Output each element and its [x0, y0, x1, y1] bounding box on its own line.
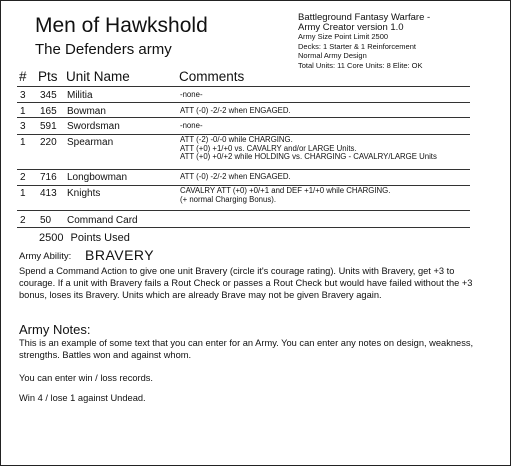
army-ability-name: BRAVERY [85, 247, 155, 263]
unit-comment-line: CAVALRY ATT (+0) +0/+1 and DEF +1/+0 while CHARGING. [180, 186, 391, 195]
army-design: Normal Army Design [298, 51, 367, 60]
unit-comments [180, 91, 203, 100]
unit-qty: 1 [20, 106, 26, 117]
unit-qty: 3 [20, 90, 26, 101]
unit-points: 716 [40, 172, 57, 183]
unit-qty: 1 [20, 137, 26, 148]
row-divider [17, 86, 470, 87]
unit-name: Bowman [67, 106, 106, 117]
army-notes-record: You can enter win / loss records. [19, 373, 154, 383]
program-version: Army Creator version 1.0 [298, 21, 404, 33]
unit-comment-line: ATT (+0) +1/+0 vs. CAVALRY and/or LARGE Units. [180, 143, 357, 153]
army-notes-heading: Army Notes: [19, 322, 91, 337]
unit-qty: 2 [20, 215, 26, 226]
unit-points: 50 [40, 215, 52, 226]
col-header-qty: # [19, 69, 27, 84]
army-info-block [298, 13, 430, 70]
unit-comments [180, 122, 203, 131]
unit-qty: 2 [20, 172, 26, 183]
unit-comments [180, 136, 437, 162]
unit-points: 220 [40, 137, 57, 148]
unit-points: 165 [40, 106, 57, 117]
unit-comment-line: -none- [180, 121, 203, 130]
unit-name: Swordsman [67, 121, 120, 132]
row-divider [17, 227, 470, 228]
row-divider [17, 102, 470, 103]
unit-totals: Total Units: 11 Core Units: 8 Elite: OK [298, 60, 423, 70]
army-notes-text: This is an example of some text that you can enter for an Army. You can enter any notes on design, weakness, strengths. Battles won and against whom. [19, 338, 474, 360]
unit-comments [180, 187, 390, 204]
point-limit: Army Size Point Limit 2500 [298, 32, 389, 41]
unit-qty: 3 [20, 121, 26, 132]
unit-name: Knights [67, 188, 101, 199]
row-divider [17, 210, 470, 211]
unit-comment-line: -none- [180, 90, 203, 99]
unit-comment-line: (+ normal Charging Bonus). [180, 194, 276, 204]
army-notes-result: Win 4 / lose 1 against Undead. [19, 393, 146, 403]
col-header-name: Unit Name [66, 69, 130, 84]
unit-points: 345 [40, 90, 57, 101]
unit-comments [180, 107, 291, 116]
col-header-comments: Comments [179, 69, 245, 84]
army-ability-label: Army Ability: [19, 251, 72, 262]
row-divider [17, 117, 470, 118]
unit-name: Command Card [67, 215, 138, 226]
row-divider [17, 169, 470, 170]
unit-comment-line: ATT (-2) -0/-0 while CHARGING. [180, 135, 293, 144]
program-name: Battleground Fantasy Warfare - [298, 12, 431, 23]
col-header-pts: Pts [38, 69, 58, 84]
points-used-value: 2500 [39, 232, 64, 244]
decks-info: Decks: 1 Starter & 1 Reinforcement [298, 41, 416, 51]
unit-name: Spearman [67, 137, 114, 148]
points-used-label: Points Used [70, 232, 130, 244]
unit-name: Longbowman [67, 172, 128, 183]
unit-comments [180, 173, 291, 182]
unit-comment-line: ATT (+0) +0/+2 while HOLDING vs. CHARGING - CAVALRY/LARGE Units [180, 152, 437, 162]
army-subtitle: The Defenders army [35, 41, 172, 58]
points-used [39, 232, 134, 244]
unit-comment-line: ATT (-0) -2/-2 when ENGAGED. [180, 106, 291, 115]
unit-qty: 1 [20, 188, 26, 199]
unit-points: 413 [40, 188, 57, 199]
unit-comment-line: ATT (-0) -2/-2 when ENGAGED. [180, 172, 291, 181]
unit-points: 591 [40, 121, 57, 132]
army-ability-text: Spend a Command Action to give one unit Bravery (circle it's courage rating). Units with Bravery, get +3 to courage. If a unit with Bravery fails a Rout Check or passes a Rout Check but would have failed without the +3 bonus, loses its Bravery. Units which are already Brave may not be given Bravery again. [19, 266, 473, 300]
unit-name: Militia [67, 90, 93, 101]
army-title: Men of Hawkshold [35, 14, 208, 37]
